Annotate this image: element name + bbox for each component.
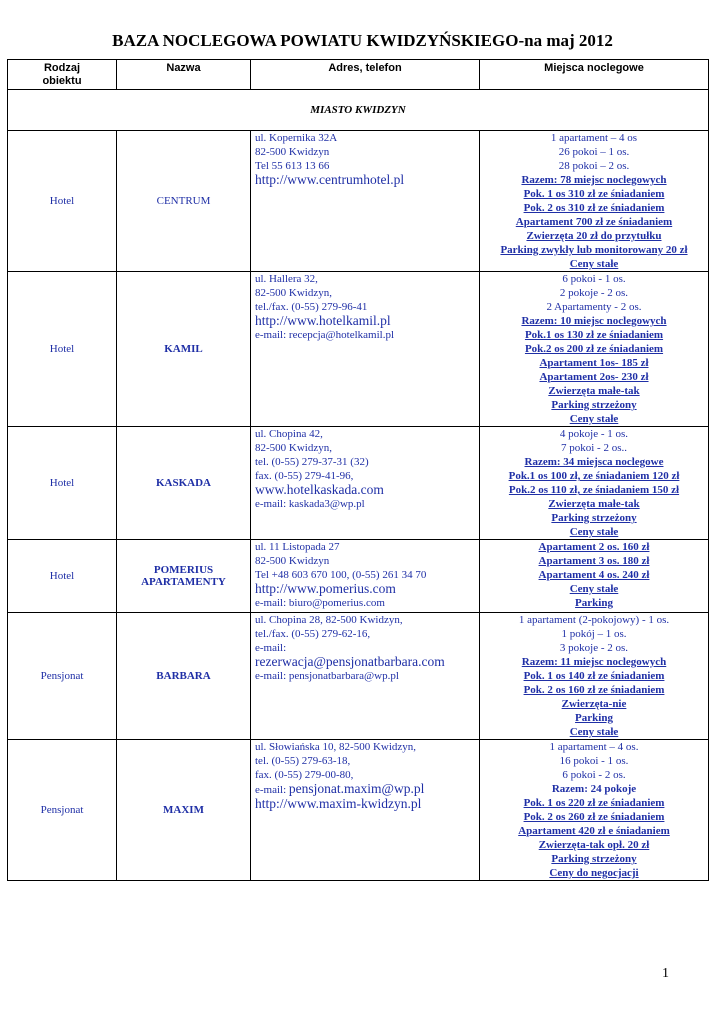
address-line: 82-500 Kwidzyn xyxy=(255,146,330,158)
header-type-line2: obiektu xyxy=(42,75,82,87)
seats-line: Ceny stałe xyxy=(569,726,619,738)
seats-line: Parking strzeżony xyxy=(551,853,637,865)
address-line: ul. 11 Listopada 27 xyxy=(255,541,340,553)
seats-line: Zwierzęta-nie xyxy=(561,698,627,710)
object-address xyxy=(251,272,480,427)
email-link[interactable]: pensjonat.maxim@wp.pl xyxy=(288,781,425,796)
object-type: Hotel xyxy=(8,540,117,613)
seats-line: Pok. 1 os 220 zł ze śniadaniem xyxy=(523,797,665,809)
header-row xyxy=(8,60,709,90)
object-name: KAMIL xyxy=(117,272,251,427)
seats-line: Apartament 700 zł ze śniadaniem xyxy=(515,216,673,228)
seats-line: 26 pokoi – 1 os. xyxy=(558,146,630,158)
seats-line: Zwierzęta 20 zł do przytułku xyxy=(526,230,662,242)
address-line: ul. Kopernika 32A xyxy=(255,132,338,144)
address-line: tel. (0-55) 279-63-18, xyxy=(255,755,351,767)
seats-line: Pok. 1 os 310 zł ze śniadaniem xyxy=(523,188,665,200)
seats-line: Ceny stałe xyxy=(569,583,619,595)
header-type-line1: Rodzaj xyxy=(43,62,81,74)
seats-line: Ceny stałe xyxy=(569,258,619,270)
address-line: 82-500 Kwidzyn, xyxy=(255,442,332,454)
section-row xyxy=(8,90,709,131)
seats-line: Razem: 34 miejsca noclegowe xyxy=(524,456,664,468)
seats-line: 1 apartament (2-pokojowy) - 1 os. xyxy=(518,614,670,626)
seats-line: Pok.1 os 130 zł ze śniadaniem xyxy=(524,329,664,341)
address-line: tel./fax. (0-55) 279-96-41 xyxy=(255,301,368,313)
lodging-table xyxy=(7,59,709,881)
website-link[interactable]: http://www.centrumhotel.pl xyxy=(255,172,405,187)
address-line: ul. Chopina 42, xyxy=(255,428,323,440)
object-seats xyxy=(480,613,709,740)
seats-line: Ceny do negocjacji xyxy=(549,867,639,879)
seats-line: Pok.1 os 100 zł, ze śniadaniem 120 zł xyxy=(508,470,680,482)
object-name: CENTRUM xyxy=(117,131,251,272)
seats-line: Apartament 3 os. 180 zł xyxy=(538,555,650,567)
object-address xyxy=(251,131,480,272)
seats-line: Razem: 78 miejsc noclegowych xyxy=(521,174,667,186)
seats-line: 3 pokoje - 2 os. xyxy=(559,642,629,654)
object-type: Pensjonat xyxy=(8,740,117,881)
email-line xyxy=(255,782,479,797)
object-name: POMERIUS APARTAMENTY xyxy=(117,540,251,613)
document-title: BAZA NOCLEGOWA POWIATU KWIDZYŃSKIEGO-na maj 2012 xyxy=(112,31,613,50)
seats-line: Parking strzeżony xyxy=(551,512,637,524)
seats-line: 6 pokoi - 2 os. xyxy=(562,769,626,781)
seats-line: Zwierzęta-tak opł. 20 zł xyxy=(538,839,650,851)
seats-line: Razem: 11 miejsc noclegowych xyxy=(521,656,667,668)
address-line: tel./fax. (0-55) 279-62-16, xyxy=(255,628,371,640)
object-address xyxy=(251,740,480,881)
object-type: Hotel xyxy=(8,427,117,540)
seats-line: Pok.2 os 110 zł, ze śniadaniem 150 zł xyxy=(508,484,680,496)
seats-line: Apartament 2 os. 160 zł xyxy=(538,541,650,553)
email-link[interactable]: rezerwacja@pensjonatbarbara.com xyxy=(255,654,445,669)
address-line: ul. Słowiańska 10, 82-500 Kwidzyn, xyxy=(255,741,417,753)
object-type: Hotel xyxy=(8,131,117,272)
address-line: 82-500 Kwidzyn xyxy=(255,555,330,567)
object-type: Hotel xyxy=(8,272,117,427)
seats-line: Apartament 420 zł e śniadaniem xyxy=(518,825,670,837)
seats-line: Ceny stałe xyxy=(569,526,619,538)
seats-line: Zwierzęta małe-tak xyxy=(548,498,640,510)
seats-line: 1 apartament – 4 os xyxy=(550,132,638,144)
seats-line: 4 pokoje - 1 os. xyxy=(559,428,629,440)
object-name: MAXIM xyxy=(117,740,251,881)
seats-line: Zwierzęta małe-tak xyxy=(548,385,640,397)
object-address xyxy=(251,427,480,540)
seats-line: 2 Apartamenty - 2 os. xyxy=(546,301,642,313)
object-name: KASKADA xyxy=(117,427,251,540)
address-line: ul. Chopina 28, 82-500 Kwidzyn, xyxy=(255,614,403,626)
seats-line: Apartament 4 os. 240 zł xyxy=(538,569,650,581)
email-line: e-mail: pensjonatbarbara@wp.pl xyxy=(255,670,399,682)
seats-line: 28 pokoi – 2 os. xyxy=(558,160,630,172)
address-line: tel. (0-55) 279-37-31 (32) xyxy=(255,456,369,468)
object-type: Pensjonat xyxy=(8,613,117,740)
website-link[interactable]: http://www.maxim-kwidzyn.pl xyxy=(255,796,422,811)
seats-line: Pok. 2 os 160 zł ze śniadaniem xyxy=(523,684,665,696)
website-link[interactable]: www.hotelkaskada.com xyxy=(255,482,384,497)
seats-line: Apartament 2os- 230 zł xyxy=(539,371,649,383)
object-address xyxy=(251,540,480,613)
object-seats xyxy=(480,540,709,613)
address-line: ul. Hallera 32, xyxy=(255,273,318,285)
seats-line: Parking xyxy=(575,597,613,609)
address-line: Tel +48 603 670 100, (0-55) 261 34 70 xyxy=(255,569,427,581)
object-address xyxy=(251,613,480,740)
header-seats: Miejsca noclegowe xyxy=(480,60,709,90)
address-line: Tel 55 613 13 66 xyxy=(255,160,330,172)
seats-line: 2 pokoje - 2 os. xyxy=(559,287,629,299)
section-title: MIASTO KWIDZYN xyxy=(8,90,709,131)
object-seats xyxy=(480,740,709,881)
seats-line: 7 pokoi - 2 os.. xyxy=(561,442,627,454)
website-link[interactable]: http://www.hotelkamil.pl xyxy=(255,313,391,328)
table-row xyxy=(8,131,709,272)
address-line: fax. (0-55) 279-41-96, xyxy=(255,470,354,482)
seats-line: Parking xyxy=(575,712,613,724)
header-name: Nazwa xyxy=(117,60,251,90)
seats-line: Pok.2 os 200 zł ze śniadaniem xyxy=(524,343,664,355)
seats-line: 1 apartament – 4 os. xyxy=(549,741,639,753)
table-row xyxy=(8,613,709,740)
email-line: e-mail: kaskada3@wp.pl xyxy=(255,498,365,510)
email-line: e-mail: biuro@pomerius.com xyxy=(255,597,385,609)
seats-line: Pok. 2 os 310 zł ze śniadaniem xyxy=(523,202,665,214)
header-type xyxy=(8,60,117,90)
table-row xyxy=(8,740,709,881)
seats-line: Apartament 1os- 185 zł xyxy=(539,357,649,369)
table-row xyxy=(8,540,709,613)
website-link[interactable]: http://www.pomerius.com xyxy=(255,581,396,596)
address-line: fax. (0-55) 279-00-80, xyxy=(255,769,354,781)
seats-line: Parking zwykły lub monitorowany 20 zł xyxy=(500,244,688,256)
address-line: 82-500 Kwidzyn, xyxy=(255,287,332,299)
seats-line: Parking strzeżony xyxy=(551,399,637,411)
object-seats xyxy=(480,427,709,540)
seats-line: 1 pokój – 1 os. xyxy=(561,628,627,640)
object-name: BARBARA xyxy=(117,613,251,740)
seats-line: Razem: 24 pokoje xyxy=(551,783,637,795)
seats-line: Ceny stałe xyxy=(569,413,619,425)
seats-line: 16 pokoi - 1 os. xyxy=(559,755,629,767)
seats-line: Razem: 10 miejsc noclegowych xyxy=(521,315,667,327)
object-seats xyxy=(480,131,709,272)
address-line: e-mail: xyxy=(255,642,287,654)
email-prefix: e-mail: xyxy=(255,784,289,796)
seats-line: 6 pokoi - 1 os. xyxy=(562,273,626,285)
table-row xyxy=(8,427,709,540)
seats-line: Pok. 2 os 260 zł ze śniadaniem xyxy=(523,811,665,823)
email-line: e-mail: recepcja@hotelkamil.pl xyxy=(255,329,395,341)
object-seats xyxy=(480,272,709,427)
header-address: Adres, telefon xyxy=(251,60,480,90)
seats-line: Pok. 1 os 140 zł ze śniadaniem xyxy=(523,670,665,682)
table-row xyxy=(8,272,709,427)
page-number: 1 xyxy=(662,966,669,981)
